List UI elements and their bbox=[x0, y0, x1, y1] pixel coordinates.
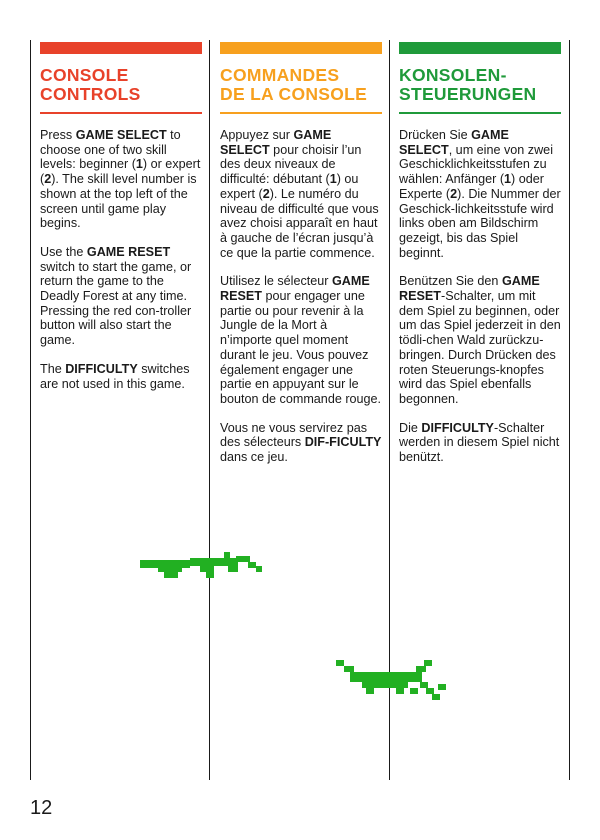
french-body bbox=[220, 128, 382, 465]
bold-term: 1 bbox=[135, 157, 143, 172]
text-run: pour choisir l’un des deux niveaux de difficulté: débutant ( bbox=[220, 142, 362, 187]
body-paragraph bbox=[220, 128, 382, 260]
german-color-bar bbox=[399, 42, 561, 54]
text-run: ). Le numéro du niveau de difficulté que vous avez choisi apparaît en haut à gauche de l’écran jusqu’à ce que la partie commence. bbox=[220, 186, 379, 260]
bold-term: GAME SELECT bbox=[220, 128, 332, 157]
body-paragraph bbox=[220, 421, 382, 465]
text-run: , um eine von zwei Geschicklichkeitsstufen zu wählen: Anfänger ( bbox=[399, 142, 553, 187]
german-body bbox=[399, 128, 561, 465]
body-paragraph bbox=[40, 128, 202, 231]
text-run: The bbox=[40, 361, 66, 376]
text-run: Drücken Sie bbox=[399, 128, 472, 142]
body-paragraph bbox=[220, 274, 382, 406]
english-column bbox=[40, 42, 202, 405]
bold-term: 1 bbox=[504, 172, 512, 187]
bold-term: 2 bbox=[44, 172, 52, 187]
text-run: ) oder Experte ( bbox=[399, 172, 544, 201]
english-color-bar bbox=[40, 42, 202, 54]
english-heading: CONSOLE CONTROLS bbox=[40, 65, 141, 104]
text-run: Vous ne vous servirez pas des sélecteurs bbox=[220, 420, 368, 450]
body-paragraph bbox=[40, 362, 202, 391]
french-column bbox=[220, 42, 382, 479]
bold-term: DIFFICULTY bbox=[421, 420, 494, 435]
english-body bbox=[40, 128, 202, 391]
text-run: switches are not used in this game. bbox=[40, 361, 190, 391]
text-run: Appuyez sur bbox=[220, 128, 294, 142]
text-run: Benützen Sie den bbox=[399, 274, 502, 289]
french-heading: COMMANDES DE LA CONSOLE bbox=[220, 65, 368, 104]
german-column bbox=[399, 42, 561, 479]
alligator-sprite bbox=[140, 552, 266, 584]
text-run: dans ce jeu. bbox=[220, 450, 288, 465]
text-run: to choose one of two skill levels: beginner ( bbox=[40, 128, 181, 172]
text-run: -Schalter werden in diesem Spiel nicht benützt. bbox=[399, 420, 560, 465]
body-paragraph bbox=[399, 421, 561, 465]
body-paragraph bbox=[40, 245, 202, 348]
text-run: pour engager une partie ou pour revenir à la Jungle de la Mort à n’importe quel moment durant le jeu. Vous pouvez également engager une partie en appuyant sur le bouton de commande rouge. bbox=[220, 289, 382, 406]
scorpion-sprite bbox=[336, 660, 446, 706]
bold-term: 1 bbox=[329, 172, 337, 187]
bold-term: GAME RESET bbox=[220, 274, 370, 304]
bold-term: 2 bbox=[450, 186, 458, 201]
text-run: switch to start the game, or return the game to the Deadly Forest at any time. Pressing the red con-troller button will also start the game. bbox=[40, 259, 192, 348]
body-paragraph bbox=[399, 274, 561, 406]
bold-term: GAME SELECT bbox=[399, 128, 509, 157]
column-rule bbox=[569, 40, 570, 780]
text-run: ) ou expert ( bbox=[220, 172, 359, 201]
german-heading-rule bbox=[399, 112, 561, 114]
text-run: -Schalter, um mit dem Spiel zu beginnen, oder um das Spiel jederzeit in den tödli-chen Wald zurückzu-bringen. Durch Drücken des roten Steuerungs-knopfes wird das Spiel ebenfalls begonnen. bbox=[399, 289, 561, 406]
column-rule bbox=[30, 40, 31, 780]
column-rule bbox=[209, 40, 210, 780]
text-run: Die bbox=[399, 420, 422, 435]
french-heading-rule bbox=[220, 112, 382, 114]
text-run: Utilisez le sélecteur bbox=[220, 274, 332, 289]
english-heading-rule bbox=[40, 112, 202, 114]
body-paragraph bbox=[399, 128, 561, 260]
text-run: ). The skill level number is shown at the top left of the screen until game play begins. bbox=[40, 172, 197, 231]
text-run: ). Die Nummer der Geschick-lichkeitsstufe wird links oben am Bildschirm gezeigt, bis das Spiel beginnt. bbox=[399, 186, 561, 260]
french-color-bar bbox=[220, 42, 382, 54]
bold-term: GAME SELECT bbox=[75, 128, 167, 142]
text-run: Use the bbox=[40, 244, 87, 259]
bold-term: DIFFICULTY bbox=[65, 361, 138, 376]
bold-term: DIF-FICULTY bbox=[304, 435, 382, 450]
text-run: ) or expert ( bbox=[40, 157, 201, 187]
text-run: Press bbox=[40, 128, 76, 142]
page-number: 12 bbox=[30, 797, 53, 819]
bold-term: GAME RESET bbox=[86, 244, 171, 259]
german-heading: KONSOLEN- STEUERUNGEN bbox=[399, 65, 537, 104]
bold-term: GAME RESET bbox=[399, 274, 540, 304]
bold-term: 2 bbox=[262, 186, 270, 201]
